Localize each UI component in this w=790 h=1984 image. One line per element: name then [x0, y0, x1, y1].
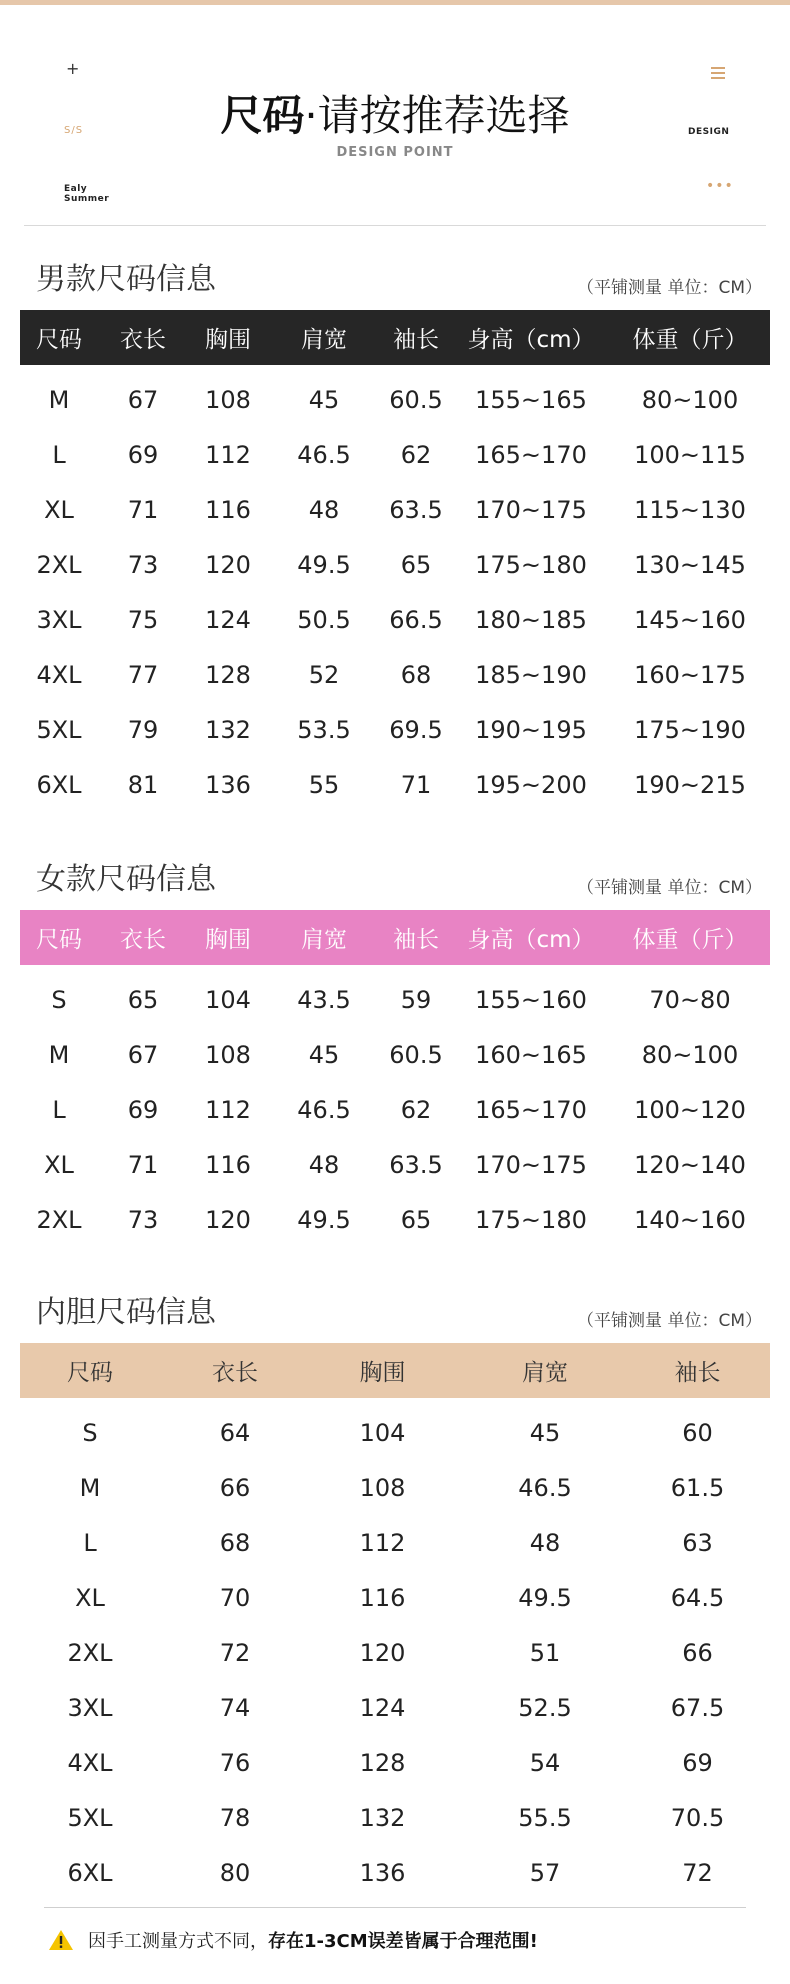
table-cell: 60.5 [389, 385, 443, 414]
footer-text: 因手工测量方式不同， [88, 1931, 268, 1952]
table-cell: 67.5 [670, 1693, 725, 1722]
table-cell: 45 [308, 1040, 340, 1069]
table-cell: 69 [127, 1095, 159, 1124]
table-cell: 120 [205, 1205, 251, 1234]
table-cell: M [48, 1040, 70, 1069]
men-col-chest: 胸围 [205, 327, 251, 353]
men-col-weight: 体重（斤） [632, 327, 748, 353]
more-dots-icon: ••• [706, 178, 734, 194]
women-col-shoulder: 肩宽 [301, 927, 347, 953]
table-cell: 160~165 [475, 1040, 587, 1069]
table-row [20, 1082, 770, 1137]
table-cell: 155~160 [475, 985, 587, 1014]
inner-section-note: （平铺测量 单位：CM） [577, 1311, 762, 1331]
table-cell: 48 [308, 495, 340, 524]
table-cell: 132 [359, 1803, 406, 1832]
table-cell: 124 [205, 605, 251, 634]
table-cell: 112 [359, 1528, 406, 1557]
table-cell: 70~80 [649, 985, 731, 1014]
table-cell: 60 [682, 1418, 713, 1447]
table-cell: 70 [219, 1583, 251, 1612]
table-cell: 4XL [67, 1748, 113, 1777]
table-cell: 180~185 [475, 605, 587, 634]
table-cell: 120 [205, 550, 251, 579]
table-cell: 76 [219, 1748, 251, 1777]
table-row [20, 1192, 770, 1247]
table-cell: 53.5 [297, 715, 351, 744]
table-row [20, 972, 770, 1027]
table-cell: 120 [359, 1638, 406, 1667]
table-cell: M [79, 1473, 101, 1502]
warning-icon [48, 1929, 74, 1951]
table-cell: 68 [219, 1528, 251, 1557]
table-cell: 64 [219, 1418, 251, 1447]
table-cell: XL [44, 1150, 74, 1179]
table-cell: 52.5 [518, 1693, 572, 1722]
women-col-weight: 体重（斤） [632, 927, 748, 953]
table-cell: 62 [400, 1095, 432, 1124]
table-cell: 48 [308, 1150, 340, 1179]
table-cell: 45 [308, 385, 340, 414]
table-cell: 175~180 [475, 550, 587, 579]
table-cell: 63 [682, 1528, 713, 1557]
table-row [20, 1570, 770, 1625]
women-col-chest: 胸围 [205, 927, 251, 953]
inner-col-sleeve: 袖长 [674, 1360, 721, 1386]
table-cell: 120~140 [634, 1150, 746, 1179]
season-label: S/S [64, 125, 84, 136]
table-row [20, 372, 770, 427]
table-row [20, 1625, 770, 1680]
footer-bold-text: 存在1-3CM误差皆属于合理范围! [268, 1931, 538, 1952]
table-cell: 51 [529, 1638, 561, 1667]
table-cell: 100~115 [634, 440, 746, 469]
table-cell: 3XL [67, 1693, 113, 1722]
table-cell: 59 [400, 985, 432, 1014]
table-cell: 60.5 [389, 1040, 443, 1069]
inner-section-title: 内胆尺码信息 [36, 1295, 216, 1330]
table-cell: 73 [127, 550, 159, 579]
men-table-header [20, 310, 770, 365]
table-cell: 80~100 [641, 385, 739, 414]
table-row [20, 647, 770, 702]
table-cell: 69.5 [389, 715, 443, 744]
table-cell: 74 [219, 1693, 251, 1722]
table-cell: L [52, 1095, 66, 1124]
menu-icon [711, 67, 725, 82]
table-row [20, 757, 770, 812]
ealy-line2: Summer [64, 194, 110, 204]
table-cell: 46.5 [297, 1095, 351, 1124]
table-cell: 45 [529, 1418, 561, 1447]
women-section-title: 女款尺码信息 [36, 862, 216, 897]
table-cell: 55 [308, 770, 340, 799]
table-cell: 46.5 [518, 1473, 572, 1502]
table-cell: 66.5 [389, 605, 443, 634]
table-cell: 49.5 [297, 1205, 351, 1234]
page-header [0, 5, 790, 230]
table-cell: 65 [400, 550, 432, 579]
men-section-title: 男款尺码信息 [36, 262, 216, 297]
table-cell: 115~130 [634, 495, 746, 524]
table-cell: 170~175 [475, 1150, 587, 1179]
table-cell: 72 [682, 1858, 713, 1887]
table-cell: 185~190 [475, 660, 587, 689]
table-cell: 170~175 [475, 495, 587, 524]
table-cell: 136 [205, 770, 251, 799]
table-cell: 48 [529, 1528, 561, 1557]
table-cell: 104 [359, 1418, 406, 1447]
table-row [20, 1460, 770, 1515]
inner-col-chest: 胸围 [359, 1360, 406, 1386]
table-cell: 66 [682, 1638, 713, 1667]
table-cell: 78 [219, 1803, 251, 1832]
table-cell: 77 [127, 660, 159, 689]
table-row [20, 1735, 770, 1790]
table-cell: 195~200 [475, 770, 587, 799]
table-cell: 130~145 [634, 550, 746, 579]
table-cell: 6XL [36, 770, 82, 799]
table-cell: 108 [205, 385, 251, 414]
table-cell: 3XL [36, 605, 82, 634]
table-cell: 104 [205, 985, 251, 1014]
table-cell: 5XL [36, 715, 82, 744]
men-col-height: 身高（cm） [467, 327, 595, 353]
table-cell: 71 [127, 1150, 159, 1179]
table-cell: 71 [127, 495, 159, 524]
women-col-height: 身高（cm） [467, 927, 595, 953]
table-cell: 61.5 [670, 1473, 725, 1502]
table-cell: 6XL [67, 1858, 113, 1887]
men-col-shoulder: 肩宽 [301, 327, 347, 353]
table-cell: 81 [127, 770, 159, 799]
table-cell: 73 [127, 1205, 159, 1234]
table-cell: 128 [205, 660, 251, 689]
table-cell: 140~160 [634, 1205, 746, 1234]
ealy-summer-label [64, 184, 109, 204]
design-label: DESIGN [688, 127, 730, 137]
table-cell: XL [75, 1583, 105, 1612]
table-cell: 52 [308, 660, 340, 689]
table-cell: 155~165 [475, 385, 587, 414]
footer-divider [44, 1907, 746, 1908]
table-row [20, 1680, 770, 1735]
title-bold: 尺码 [220, 91, 305, 140]
table-cell: 64.5 [670, 1583, 725, 1612]
inner-table-header [20, 1343, 770, 1398]
table-cell: 63.5 [389, 495, 443, 524]
table-cell: 165~170 [475, 1095, 587, 1124]
table-row [20, 537, 770, 592]
table-cell: 108 [359, 1473, 406, 1502]
table-row [20, 1790, 770, 1845]
men-col-length: 衣长 [120, 327, 166, 353]
table-cell: S [82, 1418, 98, 1447]
table-cell: 54 [529, 1748, 561, 1777]
footer-note [48, 1926, 538, 1954]
table-cell: 145~160 [634, 605, 746, 634]
table-cell: 69 [127, 440, 159, 469]
table-cell: 50.5 [297, 605, 351, 634]
women-col-size: 尺码 [36, 927, 82, 953]
table-cell: 136 [359, 1858, 406, 1887]
table-cell: 2XL [36, 1205, 82, 1234]
women-section-note: （平铺测量 单位：CM） [577, 878, 762, 898]
women-col-length: 衣长 [120, 927, 166, 953]
table-cell: 63.5 [389, 1150, 443, 1179]
table-cell: 57 [529, 1858, 561, 1887]
table-cell: XL [44, 495, 74, 524]
table-cell: 112 [205, 1095, 251, 1124]
table-cell: 79 [127, 715, 159, 744]
table-cell: 175~190 [634, 715, 746, 744]
inner-col-shoulder: 肩宽 [522, 1360, 568, 1386]
table-cell: S [51, 985, 67, 1014]
ealy-line1: Ealy [64, 184, 88, 194]
table-row [20, 1515, 770, 1570]
table-cell: 65 [127, 985, 159, 1014]
table-cell: 100~120 [634, 1095, 746, 1124]
table-row [20, 482, 770, 537]
table-cell: 116 [205, 1150, 251, 1179]
table-cell: 49.5 [518, 1583, 572, 1612]
table-row [20, 592, 770, 647]
table-cell: 160~175 [634, 660, 746, 689]
table-cell: 80~100 [641, 1040, 739, 1069]
men-col-size: 尺码 [36, 327, 82, 353]
header-divider [24, 225, 766, 226]
table-cell: 67 [127, 385, 159, 414]
table-cell: 72 [219, 1638, 251, 1667]
table-cell: 190~215 [634, 770, 746, 799]
table-cell: 2XL [36, 550, 82, 579]
men-section-note: （平铺测量 单位：CM） [577, 278, 762, 298]
table-row [20, 1137, 770, 1192]
table-cell: 55.5 [518, 1803, 572, 1832]
table-cell: L [83, 1528, 97, 1557]
table-cell: 108 [205, 1040, 251, 1069]
table-cell: 4XL [36, 660, 82, 689]
table-cell: 165~170 [475, 440, 587, 469]
table-cell: 5XL [67, 1803, 113, 1832]
table-cell: 112 [205, 440, 251, 469]
page-subtitle: DESIGN POINT [336, 145, 454, 160]
women-table-header [20, 910, 770, 965]
table-cell: 116 [359, 1583, 406, 1612]
table-cell: 175~180 [475, 1205, 587, 1234]
table-cell: 116 [205, 495, 251, 524]
inner-col-length: 衣长 [212, 1360, 258, 1386]
table-cell: 80 [219, 1858, 251, 1887]
page-title [0, 91, 790, 141]
table-row [20, 702, 770, 757]
table-cell: 128 [359, 1748, 406, 1777]
table-cell: 46.5 [297, 440, 351, 469]
table-cell: 66 [219, 1473, 251, 1502]
table-cell: 43.5 [297, 985, 351, 1014]
table-row [20, 427, 770, 482]
table-cell: M [48, 385, 70, 414]
men-col-sleeve: 袖长 [393, 327, 439, 353]
table-row [20, 1845, 770, 1900]
inner-col-size: 尺码 [67, 1360, 113, 1386]
table-cell: 124 [359, 1693, 406, 1722]
table-row [20, 1405, 770, 1460]
table-cell: 2XL [67, 1638, 113, 1667]
table-cell: 68 [400, 660, 432, 689]
table-cell: 49.5 [297, 550, 351, 579]
table-cell: 70.5 [670, 1803, 725, 1832]
table-cell: 65 [400, 1205, 432, 1234]
plus-icon: + [66, 59, 80, 78]
table-cell: 62 [400, 440, 432, 469]
table-cell: 69 [682, 1748, 713, 1777]
table-cell: 190~195 [475, 715, 587, 744]
table-cell: L [52, 440, 66, 469]
table-cell: 132 [205, 715, 251, 744]
table-cell: 75 [127, 605, 159, 634]
table-cell: 71 [400, 770, 432, 799]
table-row [20, 1027, 770, 1082]
women-col-sleeve: 袖长 [393, 927, 439, 953]
title-rest: ·请按推荐选择 [304, 91, 570, 140]
table-cell: 67 [127, 1040, 159, 1069]
